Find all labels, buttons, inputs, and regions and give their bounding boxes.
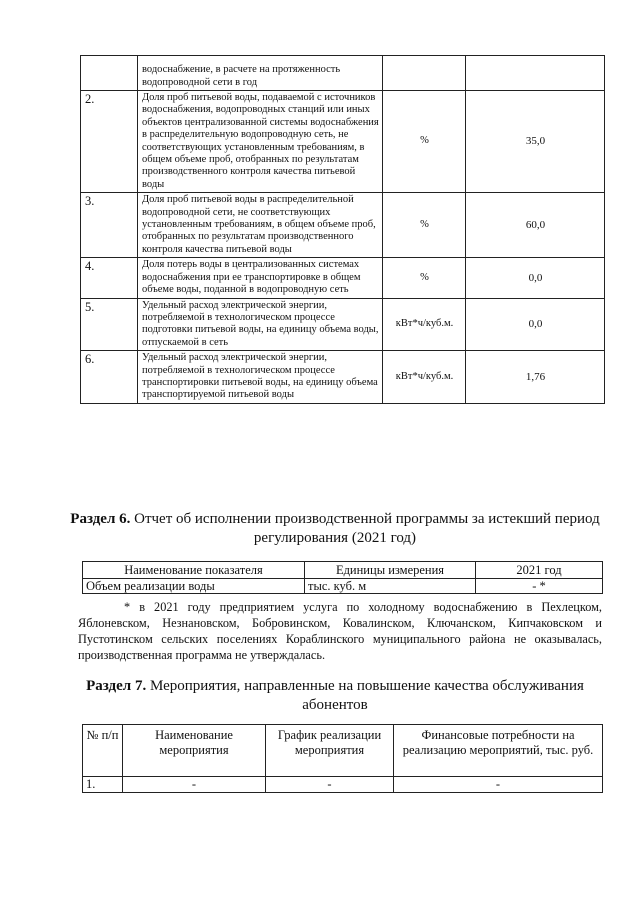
measure-cost: - bbox=[394, 777, 603, 793]
indicator-name: Доля проб питьевой воды, подаваемой с источников водоснабжения, водопроводных станций или иных объектов централизованной системы водоснабжения в распределительную водопроводную сеть, не соответствующих установленным требованиям, в общем объеме проб, отобранных по результатам производственного контроля качества питьевой воды bbox=[138, 91, 383, 193]
table-row bbox=[81, 56, 605, 91]
row-number bbox=[81, 56, 138, 91]
indicator-name: Объем реализации воды bbox=[83, 579, 305, 594]
table-header-row bbox=[83, 725, 603, 777]
program-report-table bbox=[82, 561, 603, 594]
table-row bbox=[81, 258, 605, 298]
row-number: 3. bbox=[81, 193, 138, 258]
indicator-unit: тыс. куб. м bbox=[305, 579, 476, 594]
table-row bbox=[81, 91, 605, 193]
indicator-unit: кВт*ч/куб.м. bbox=[383, 351, 466, 404]
indicator-name: Удельный расход электрической энергии, потребляемой в технологическом процессе подготовки питьевой воды, на единицу объема воды, отпускаемой в сеть bbox=[138, 298, 383, 351]
column-header: № п/п bbox=[83, 725, 123, 777]
measure-schedule: - bbox=[266, 777, 394, 793]
row-number: 6. bbox=[81, 351, 138, 404]
section-6-label: Раздел 6. bbox=[70, 511, 131, 527]
indicator-value: - * bbox=[476, 579, 603, 594]
indicator-unit: кВт*ч/куб.м. bbox=[383, 298, 466, 351]
measure-name: - bbox=[123, 777, 266, 793]
section-7-heading bbox=[70, 677, 600, 715]
section-7-title: Мероприятия, направленные на повышение качества обслуживания абонентов bbox=[146, 678, 584, 713]
indicator-name: Удельный расход электрической энергии, потребляемой в технологическом процессе транспортировки питьевой воды, на единицу объема транспортируемой питьевой воды bbox=[138, 351, 383, 404]
table-row bbox=[81, 351, 605, 404]
column-header: Наименование мероприятия bbox=[123, 725, 266, 777]
section-7-label: Раздел 7. bbox=[86, 678, 147, 694]
indicator-value: 0,0 bbox=[466, 298, 605, 351]
column-header: 2021 год bbox=[476, 562, 603, 579]
column-header: Наименование показателя bbox=[83, 562, 305, 579]
indicator-value: 35,0 bbox=[466, 91, 605, 193]
indicator-name: Доля потерь воды в централизованных системах водоснабжения при ее транспортировке в общем объеме воды, поданной в водопроводную сеть bbox=[138, 258, 383, 298]
table-row bbox=[83, 579, 603, 594]
column-header: График реализации мероприятия bbox=[266, 725, 394, 777]
indicator-unit: % bbox=[383, 193, 466, 258]
indicator-name: водоснабжение, в расчете на протяженность водопроводной сети в год bbox=[138, 56, 383, 91]
table-row bbox=[81, 193, 605, 258]
indicator-unit bbox=[383, 56, 466, 91]
indicator-value: 60,0 bbox=[466, 193, 605, 258]
indicators-table bbox=[80, 55, 605, 404]
column-header: Финансовые потребности на реализацию мероприятий, тыс. руб. bbox=[394, 725, 603, 777]
row-number: 4. bbox=[81, 258, 138, 298]
row-number: 2. bbox=[81, 91, 138, 193]
section-6-title: Отчет об исполнении производственной программы за истекший период регулирования (2021 год) bbox=[130, 511, 600, 546]
table-row bbox=[81, 298, 605, 351]
indicator-name: Доля проб питьевой воды в распределительной водопроводной сети, не соответствующих установленным требованиям, в общем объеме проб, отобранных по результатам производственного контроля качества питьевой воды bbox=[138, 193, 383, 258]
row-number: 5. bbox=[81, 298, 138, 351]
indicator-value: 1,76 bbox=[466, 351, 605, 404]
column-header: Единицы измерения bbox=[305, 562, 476, 579]
section-6-heading bbox=[70, 510, 600, 548]
row-number: 1. bbox=[83, 777, 123, 793]
indicator-unit: % bbox=[383, 91, 466, 193]
indicator-unit: % bbox=[383, 258, 466, 298]
table-row bbox=[83, 777, 603, 793]
footnote: * в 2021 году предприятием услуга по холодному водоснабжению в Пехлецком, Яблоневском, Незнановском, Бобровинском, Ковалинском, Ключанском, Кипчаковском и Пустотинском сельских поселениях Кораблинского муниципального района не оказывалась, производственная программа не утверждалась. bbox=[78, 600, 602, 662]
measures-table bbox=[82, 724, 603, 793]
table-header-row bbox=[83, 562, 603, 579]
indicator-value bbox=[466, 56, 605, 91]
indicator-value: 0,0 bbox=[466, 258, 605, 298]
